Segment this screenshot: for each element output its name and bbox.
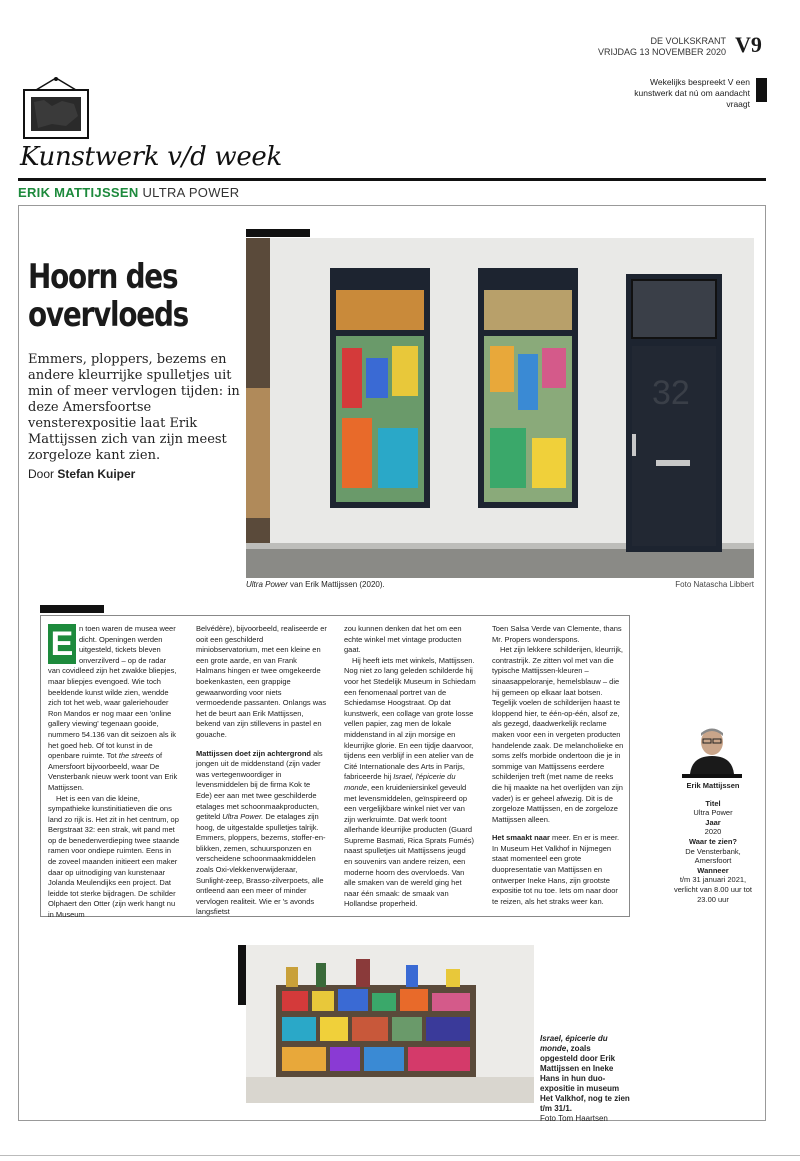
bottom-rule [0,1155,800,1156]
body-column-4 [492,624,624,907]
factbox-title-value: Ultra Power [693,808,733,818]
paragraph: Toen Salsa Verde van Clemente, thans Mr. Propers wonderspons. [492,624,622,644]
body-column-2 [196,624,328,918]
masthead [596,36,726,58]
paragraph: Mattijssen doet zijn achtergrond als jongen uit de middenstand (zijn vader was vertegenwoordiger in levensmiddelen bij de firma Kok te Ede) eer aan met twee geschilderde etalages met schoonmaakproducten, getiteld Ultra Power. De etalages zijn hoog, de uitgestalde spulletjes talrijk. Emmers, ploppers, bezems, stoffer-en-blikken, zemen, schuursponzen en verscheidene schoonmaakmiddelen zoals Oxi-vlekkenverwijderaar, Sunlight-zeep, Brasso-zilverpoets, alle ontleend aan een meer of minder vervlogen realiteit. Wie er 's avonds langsfietst [196,748,326,917]
article-headline: Hoorn des overvloeds [28,257,189,335]
photo-credit: Foto Natascha Libbert [675,580,754,589]
article-intro: Emmers, ploppers, bezems en andere kleurrijke spulletjes uit min of meer vervlogen tijden: in deze Amersfoortse vensterexpositie laat Erik Mattijssen zich van zijn meest zorgeloze kant zien. [28,352,240,463]
article-author: Door Stefan Kuiper [28,467,136,481]
author-name: Stefan Kuiper [57,467,136,481]
paragraph: Het smaakt naar meer. En er is meer. In Museum Het Valkhof in Nijmegen staat momenteel een grote duopresentatie van Mattijssen en ontwerper Ineke Hans, zijn grootste expositie tot nu toe. Iets om naar door te reizen, als het straks weer kan. [492,833,620,906]
artist-name: ERIK MATTIJSSEN [18,185,139,200]
storefront-photo [246,238,754,578]
section-rule [18,178,766,181]
issue-date: VRIJDAG 13 NOVEMBER 2020 [597,47,726,57]
paragraph: Hij heeft iets met winkels, Mattijssen. Nog niet zo lang geleden schilderde hij voor het Stedelijk Museum in Schiedam een fenomenaal portret van de Schiedamse Hoogstraat. Op dat kunstwerk, een collage van grote losse vellen papier, zag men de lokale middenstand in al zijn morsige en kleurrijke glorie. En een tijdje daarvoor, tijdens een verblijf in een atelier van de Cité Internationale des Arts in Parijs, fabriceerde hij Israel, l'épicerie du monde, een kruideniersinkel geveuld met levensmiddelen, geïnspireerd op een vergelijkbare winkel niet ver van zijn werkruimte. Dat werk toont allerhande kleurrijke producten (Guard Supreme Basmati, Rica Sprats Fumés) naast spulletjes uit Mattijssens jeugd en souvenirs van andere reizen, een moderne hoorn des overvloeds. Van alle smaken van de wereld ging het naar één smaak: de smaak van Hollandse properheid. [344,655,476,909]
photo2-tab [238,945,246,1005]
text-tab [40,605,104,613]
paragraph: Het is een van die kleine, sympathieke kunstinitiatieven die ons land zo rijk is. Het zit in het centrum, op Bergstraat 32: een strak, wit pand met op de benedenverdieping twee staande ramen voor ondiepe ruimten. Eens in de zoveel maanden initieert een maker daar op uitnodiging van kunstenaar Jolanda Meulendijks een project. Dat leidde tot sterke bijdragen. De schilder Olphaert den Otter (zijn werk hangt nu in Museum [48,793,180,920]
factbox-where-value: De Vensterbank, Amersfoort [685,846,741,866]
drop-cap: E [48,624,76,664]
body-column-1 [48,624,180,921]
house-number: 32 [652,374,690,412]
artist-line [18,185,239,200]
factbox-year-value: 2020 [704,827,722,837]
factbox-when-value: t/m 31 januari 2021, verlicht van 8.00 uur tot 23.00 uur [674,875,752,904]
paragraph: Het zijn lekkere schilderijen, kleurrijk, contrastrijk. Ze zitten vol met van die typische Mattijssen-kleuren – sinaasappeloranje, hemelsblauw – die hij gemeen op elkaar laat botsen. Tegelijk voelen de schilderijen haast te kloppend hier, te één-op-één, alsof ze, als gezegd, daadwerkelijk reclame maken voor een in vergeten producten handelende zaak. De melancholieke en soms zelfs morbide ondertoon die je in sommige van Mattijssens eerdere schilderijen treft (met name de reeks die hij maakte na het overlijden van zijn vader) is er geheel afwezig. Dit is de zorgeloze Mattijssen, en de zorgeloze Mattijssen alleen. [492,645,624,824]
teaser-bar [756,78,767,102]
photo-caption: Ultra Power van Erik Mattijssen (2020). [246,580,385,589]
newspaper-name: DE VOLKSKRANT [650,36,726,46]
section-title: Kunstwerk v/d week [20,142,282,172]
photo2-credit: Foto Tom Haartsen [540,1114,608,1123]
factbox-name: Erik Mattijssen [686,781,740,790]
factbox-year-label: Jaar [705,817,721,827]
photo-tab [246,229,310,237]
section-teaser: Wekelijks bespreekt V een kunstwerk dat nú om aandacht vraagt [634,77,750,109]
photo2-caption: Israel, épicerie du monde, zoals opgesteld door Erik Mattijssen en Ineke Hans in hun duo-expositie in museum Het Valkhof, nog te zien t/m 31/1. Foto Tom Haartsen [540,1034,630,1123]
paragraph: E n toen waren de musea weer dicht. Openingen werden uitgesteld, tickets bleven onverzilverd – op de radar van covidleed zijn het zwakke bliepjes, maar bliepjes evengoed. Wie toch beeldende kunst wilde zien, wendde zich tot het web, waar galeriehouder Ron Mandos er nog maar een 'online gallery viewing' tegenaan gooide, nummero 54.136 van dit seizoen als ik het goed heb. Of tot kunst in de openbare ruimte. Tot the streets of Amersfoort bijvoorbeeld, waar De Vensterbank nieuw werk toont van Erik Mattijssen. [48,624,178,792]
work-title: ULTRA POWER [142,185,240,200]
page-number: V9 [735,32,762,57]
artist-portrait [682,722,742,774]
paragraph: Belvédère), bijvoorbeeld, realiseerde er ooit een geschilderd miniobservatorium, met een kleine en een grote aarde, en van Frank Halmans hingen er twee omgekeerde boekenkasten, een grappige gewaarwording voor niets vermoedende passanten. Onlangs was het de beurt aan Erik Mattijssen, bekend van zijn stillevens in pastel en gouache. [196,624,327,739]
portrait-bar [682,774,742,778]
body-column-3 [344,624,476,910]
factbox-where-label: Waar te zien? [688,836,738,846]
picture-frame-icon [22,76,90,140]
factbox-title-label: Titel [705,798,721,808]
factbox-when-label: Wanneer [697,865,729,875]
exhibition-photo [246,945,534,1103]
paragraph: zou kunnen denken dat het om een echte winkel met vintage producten gaat. [344,624,462,655]
fact-box [670,781,756,904]
